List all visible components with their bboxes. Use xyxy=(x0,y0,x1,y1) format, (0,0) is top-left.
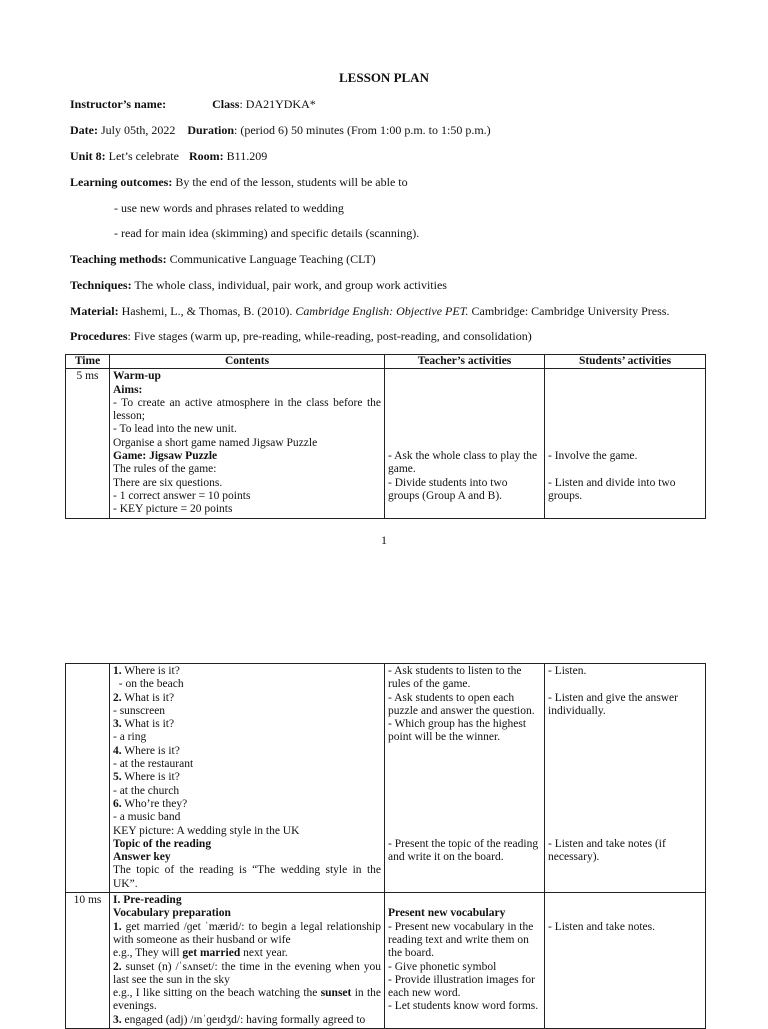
question-2: 2. What is it? xyxy=(113,691,175,704)
teacher-activity-2: - Give phonetic symbol xyxy=(388,960,497,973)
unit-line xyxy=(70,149,267,164)
rules-text: The rules of the game: xyxy=(113,463,217,476)
techniques-label: Techniques: xyxy=(70,278,132,292)
instructor-label: Instructor’s name: xyxy=(70,97,167,111)
teacher-activity-2: - Divide students into two groups (Group A and B). xyxy=(388,476,508,502)
student-activity-3: - Listen and take notes (if necessary). xyxy=(548,837,666,864)
unit-label: Unit 8: xyxy=(70,149,106,163)
teacher-activity-3: - Provide illustration images for each new word. xyxy=(388,973,535,1000)
table-row-warmup xyxy=(66,369,706,518)
question-1: 1. Where is it? xyxy=(113,665,180,677)
outcomes-label: Learning outcomes: xyxy=(70,175,173,189)
answer-text: The topic of the reading is “The wedding style in the UK”. xyxy=(113,864,381,890)
procedures-table-1 xyxy=(65,354,706,519)
teacher-cell xyxy=(385,369,545,518)
example-2: e.g., I like sitting on the beach watching the sunset in the evenings. xyxy=(113,987,381,1013)
document-title: LESSON PLAN xyxy=(339,70,429,85)
student-activity-1: - Listen. xyxy=(548,665,587,677)
aim-2: - To lead into the new unit. xyxy=(113,423,237,436)
vocab-3: 3. engaged (adj) /ɪnˈɡeɪdʒd/: having formally agreed to xyxy=(113,1013,366,1026)
material-label: Material: xyxy=(70,304,119,318)
warmup-heading: Warm-up xyxy=(113,370,161,383)
game-heading: Game: Jigsaw Puzzle xyxy=(113,450,218,463)
teacher-heading: Present new vocabulary xyxy=(388,907,506,920)
procedures-label: Procedures xyxy=(70,329,128,343)
questions-text: There are six questions. xyxy=(113,476,223,489)
student-activity-1: - Listen and take notes. xyxy=(548,920,655,933)
students-cell xyxy=(545,893,706,1029)
time-cell: 10 ms xyxy=(66,893,110,1029)
topic-heading: Topic of the reading xyxy=(113,837,212,850)
student-activity-2: - Listen and give the answer individually. xyxy=(548,691,678,717)
material-value-b: Cambridge: Cambridge University Press. xyxy=(468,304,670,318)
student-activity-2: - Listen and divide into two groups. xyxy=(548,476,676,502)
teacher-cell xyxy=(385,893,545,1029)
date-value: July 05th, 2022 xyxy=(97,123,176,137)
answer-3: - a ring xyxy=(113,731,147,744)
teacher-activity-1: - Ask students to listen to the rules of the game. xyxy=(388,665,522,691)
time-cell: 5 ms xyxy=(66,369,110,518)
material-line xyxy=(70,304,669,319)
organise-text: Organise a short game named Jigsaw Puzzle xyxy=(113,436,318,449)
time-cell xyxy=(66,664,110,893)
question-4: 4. Where is it? xyxy=(113,744,180,757)
question-3: 3. What is it? xyxy=(113,718,175,731)
teacher-activity-3: - Which group has the highest point will be the winner. xyxy=(388,718,527,744)
contents-cell xyxy=(110,369,385,518)
question-6: 6. Who’re they? xyxy=(113,797,188,810)
procedures-value: : Five stages (warm up, pre-reading, while-reading, post-reading, and consolidation) xyxy=(127,329,532,343)
outcomes-line xyxy=(70,175,408,190)
outcome-1: - use new words and phrases related to wedding xyxy=(114,201,344,215)
outcome-2: - read for main idea (skimming) and specific details (scanning). xyxy=(114,226,420,240)
duration-label: Duration xyxy=(187,123,234,137)
duration-value: : (period 6) 50 minutes (From 1:00 p.m. to 1:50 p.m.) xyxy=(234,123,491,137)
answer-6: - a music band xyxy=(113,811,181,824)
contents-cell xyxy=(110,893,385,1029)
teacher-activity-4: - Present the topic of the reading and write it on the board. xyxy=(388,837,539,864)
outcomes-value: By the end of the lesson, students will be able to xyxy=(172,175,408,189)
teacher-activity-1: - Present new vocabulary in the reading text and write them on the board. xyxy=(388,920,534,960)
date-label: Date: xyxy=(70,123,98,137)
material-value-a: Hashemi, L., & Thomas, B. (2010). xyxy=(118,304,296,318)
key-points-text: - KEY picture = 20 points xyxy=(113,503,233,516)
points-text: - 1 correct answer = 10 points xyxy=(113,489,251,502)
instructor-line xyxy=(70,97,316,112)
header-students: Students’ activities xyxy=(545,355,706,369)
teacher-activity-2: - Ask students to open each puzzle and answer the question. xyxy=(388,691,535,717)
vocabulary-heading: Vocabulary preparation xyxy=(113,907,231,920)
answer-1: - on the beach xyxy=(113,678,184,691)
teacher-activity-1: - Ask the whole class to play the game. xyxy=(388,450,538,476)
teacher-activity-4: - Let students know word forms. xyxy=(388,1000,539,1013)
header-contents: Contents xyxy=(110,355,385,369)
methods-line xyxy=(70,252,376,267)
class-label: Class xyxy=(212,97,240,111)
vocab-1: 1. get married /ɡet ˈmærid/: to begin a legal relationship with someone as their husband or wife xyxy=(113,920,381,946)
answer-5: - at the church xyxy=(113,784,180,797)
class-value: : DA21YDKA* xyxy=(239,97,316,111)
procedures-line xyxy=(70,329,532,344)
procedures-table-2 xyxy=(65,663,706,1029)
page-number: 1 xyxy=(381,533,387,547)
prereading-heading: I. Pre-reading xyxy=(113,894,182,907)
unit-value: Let’s celebrate xyxy=(105,149,179,163)
room-value: B11.209 xyxy=(223,149,268,163)
date-line xyxy=(70,123,491,138)
contents-cell xyxy=(110,664,385,893)
answer-4: - at the restaurant xyxy=(113,758,194,771)
students-cell xyxy=(545,369,706,518)
table-row-game xyxy=(66,664,706,893)
example-1: e.g., They will get married next year. xyxy=(113,947,288,960)
table-row-prereading xyxy=(66,893,706,1029)
table-header-row xyxy=(66,355,706,369)
header-teacher: Teacher’s activities xyxy=(385,355,545,369)
techniques-value: The whole class, individual, pair work, and group work activities xyxy=(131,278,447,292)
aim-1: - To create an active atmosphere in the class before the lesson; xyxy=(113,396,381,423)
material-book-title: Cambridge English: Objective PET. xyxy=(295,304,469,318)
vocab-2: 2. sunset (n) /ˈsʌnset/: the time in the evening when you last see the sun in the sky xyxy=(113,960,381,986)
room-label: Room: xyxy=(188,149,224,163)
students-cell xyxy=(545,664,706,893)
methods-value: Communicative Language Teaching (CLT) xyxy=(166,252,376,266)
aims-heading: Aims: xyxy=(113,383,143,396)
answer-key-heading: Answer key xyxy=(113,851,171,864)
key-picture: KEY picture: A wedding style in the UK xyxy=(113,824,300,837)
student-activity-1: - Involve the game. xyxy=(548,450,638,463)
methods-label: Teaching methods: xyxy=(70,252,167,266)
teacher-cell xyxy=(385,664,545,893)
header-time: Time xyxy=(66,355,110,369)
techniques-line xyxy=(70,278,447,293)
question-5: 5. Where is it? xyxy=(113,771,180,784)
answer-2: - sunscreen xyxy=(113,704,166,717)
